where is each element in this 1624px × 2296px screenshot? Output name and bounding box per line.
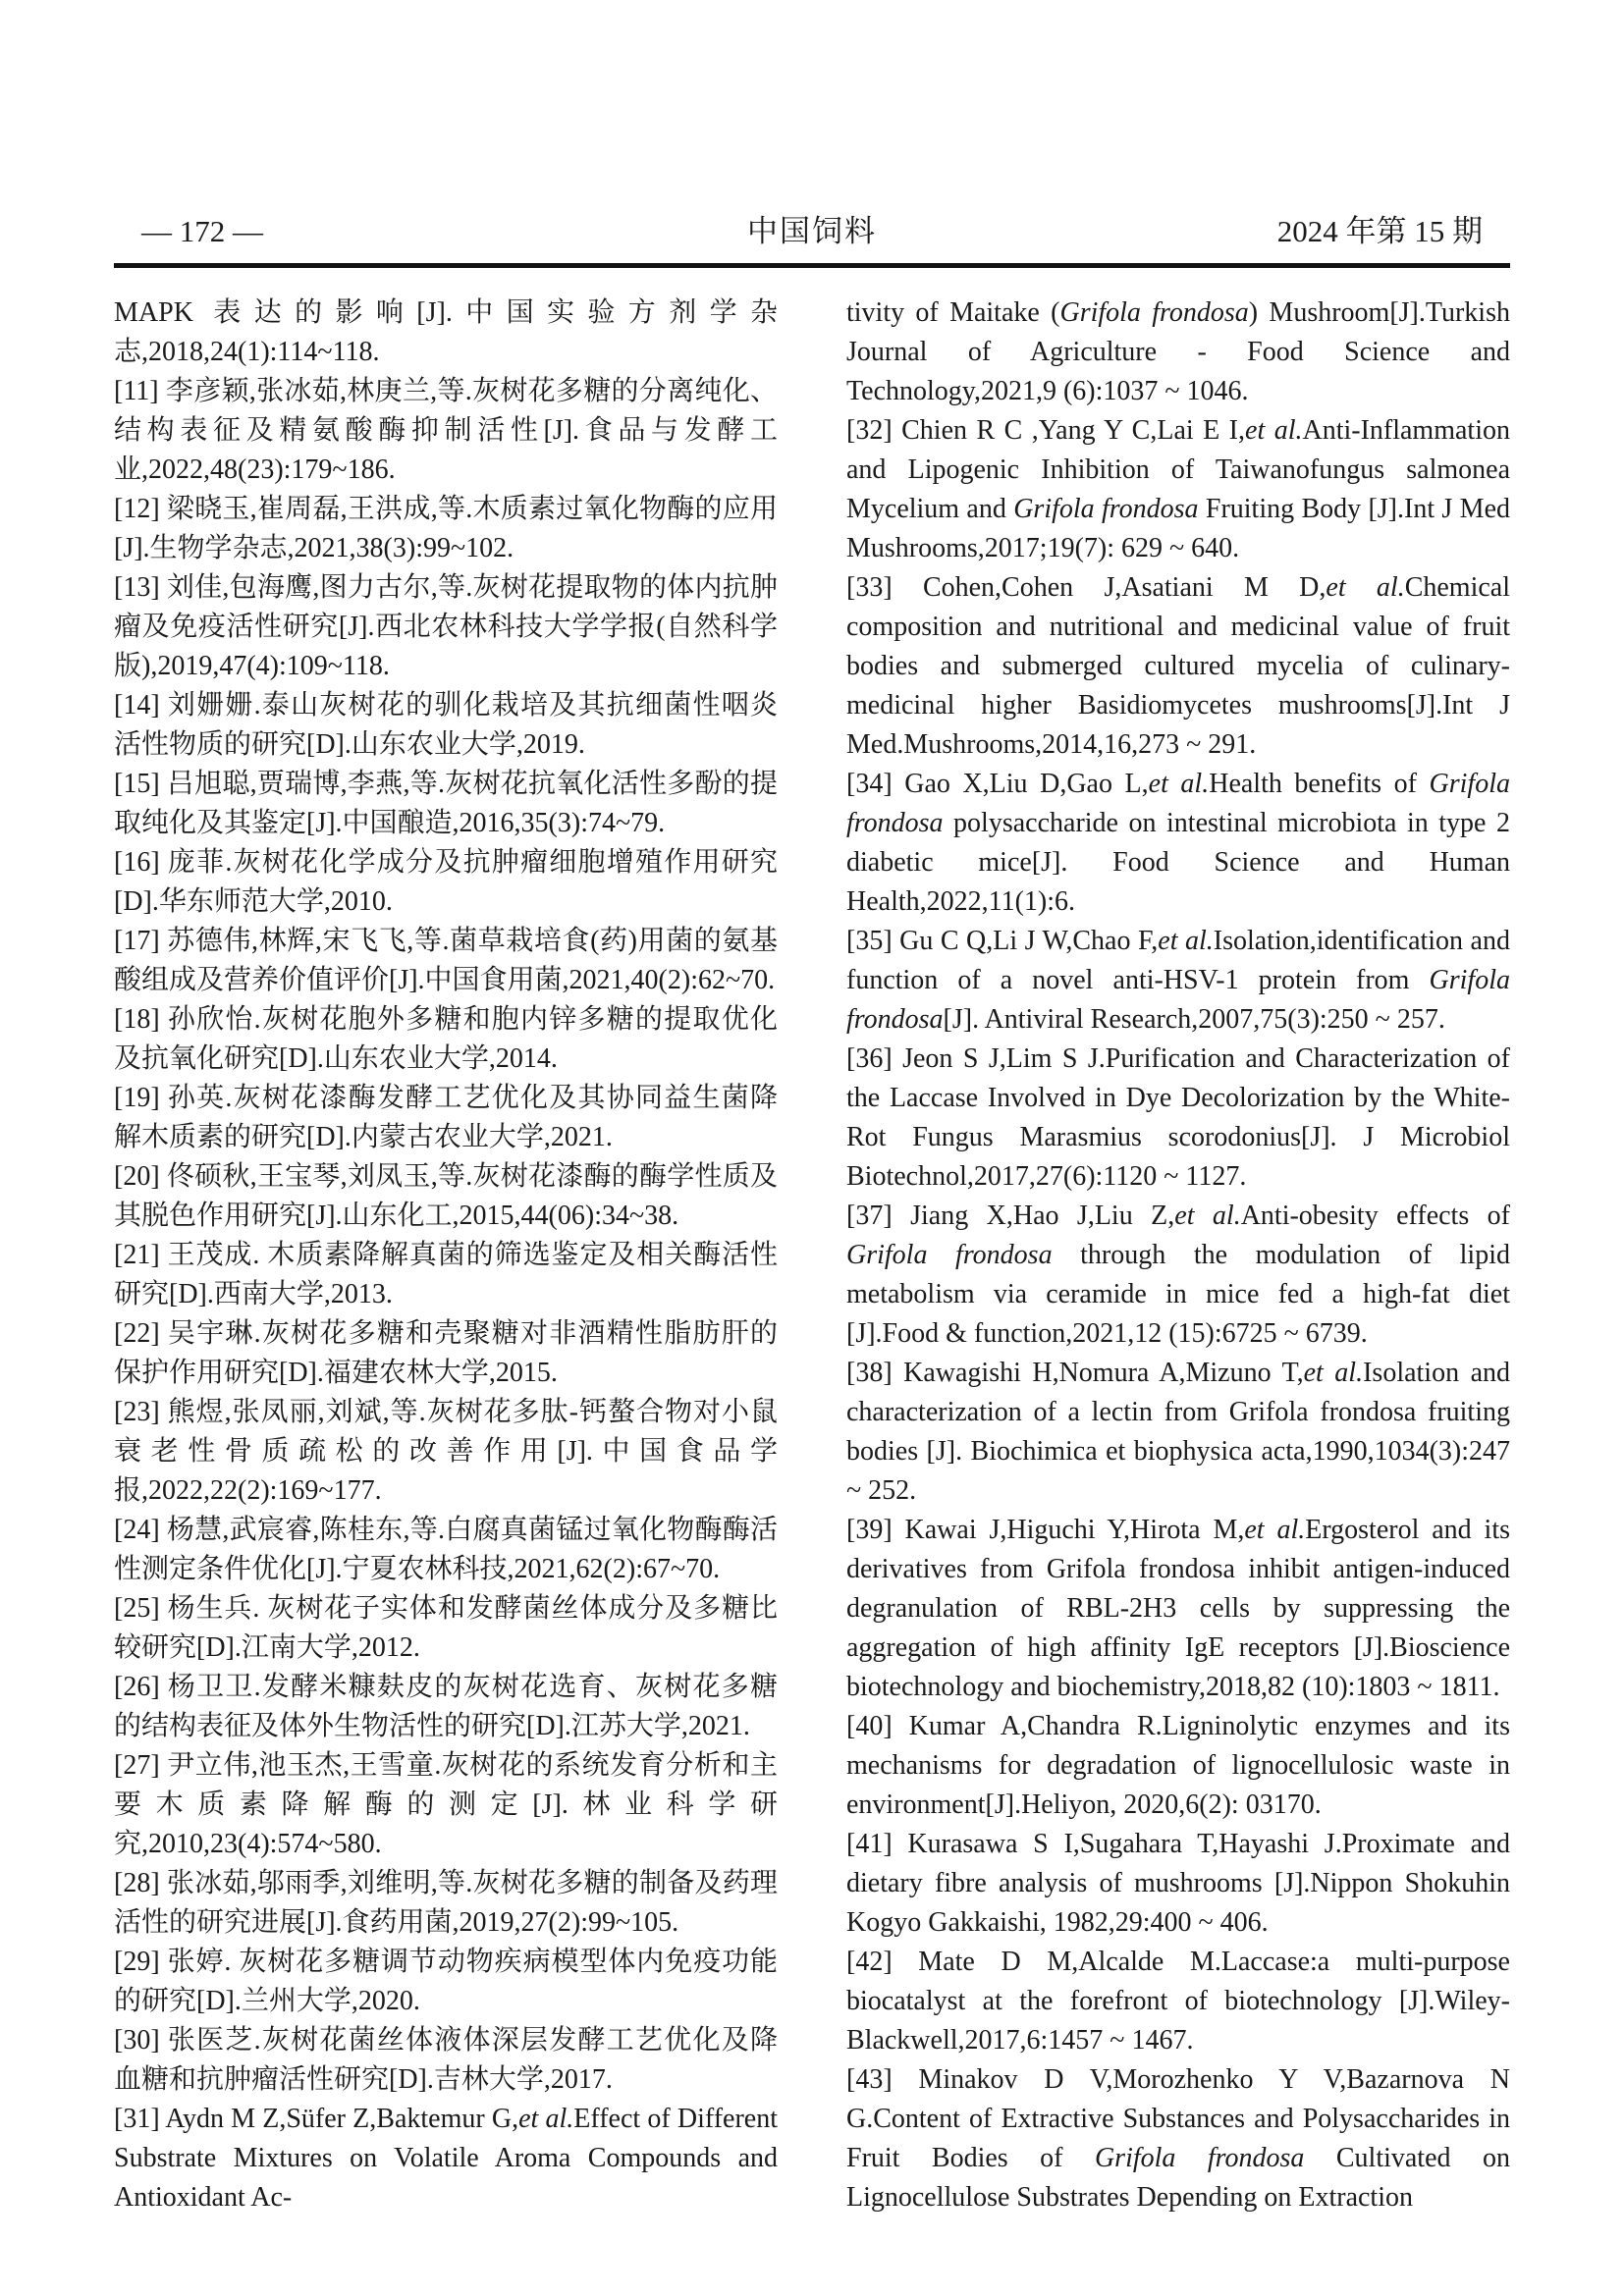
reference-column-left: [114, 294, 778, 2217]
reference-entry: [114, 2021, 778, 2100]
reference-text-segment: through the modulation of lipid metabolism via ceramide in mice fed a high-fat diet [J].Food & function,2021,12 (15):6725 ~ 6739.: [846, 1240, 1510, 1349]
reference-entry: [114, 1589, 778, 1668]
reference-text-segment: Grifola frondosa: [1059, 297, 1249, 328]
reference-entry: [846, 1354, 1510, 1511]
reference-text-segment: et al.: [1148, 769, 1210, 799]
reference-text-segment: [22] 吴宇琳.灰树花多糖和壳聚糖对非酒精性脂肪肝的保护作用研究[D].福建农林大学,2015.: [114, 1318, 778, 1388]
reference-entry: [114, 1668, 778, 1746]
reference-text-segment: Anti-Inflammation and Lipogenic Inhibition of Taiwanofungus salmonea Mycelium and: [846, 415, 1510, 524]
reference-entry: [846, 1943, 1510, 2060]
reference-text-segment: Grifola frondosa: [846, 769, 1510, 838]
reference-entry: [846, 294, 1510, 411]
reference-text-segment: [34] Gao X,Liu D,Gao L,: [846, 769, 1149, 799]
reference-text-segment: Grifola frondosa: [1094, 2143, 1305, 2173]
reference-entry: [114, 686, 778, 765]
reference-text-segment: Health benefits of: [1209, 769, 1430, 799]
reference-text-segment: [11] 李彦颖,张冰茹,林庚兰,等.灰树花多糖的分离纯化、结构表征及精氨酸酶抑制活性[J].食品与发酵工业,2022,48(23):179~186.: [114, 376, 778, 485]
reference-text-segment: Grifola frondosa: [1013, 494, 1199, 524]
reference-text-segment: [20] 佟硕秋,王宝琴,刘凤玉,等.灰树花漆酶的酶学性质及其脱色作用研究[J].山东化工,2015,44(06):34~38.: [114, 1161, 778, 1231]
reference-text-segment: [41] Kurasawa S I,Sugahara T,Hayashi J.Proximate and dietary fibre analysis of mushrooms [J].Nippon Shokuhin Kogyo Gakkaishi, 1982,29:400 ~ 406.: [846, 1829, 1510, 1938]
reference-entry: [114, 765, 778, 843]
reference-text-segment: [19] 孙英.灰树花漆酶发酵工艺优化及其协同益生菌降解木质素的研究[D].内蒙古农业大学,2021.: [114, 1083, 778, 1152]
reference-entry: [846, 1707, 1510, 1825]
reference-text-segment: [32] Chien R C ,Yang Y C,Lai E I,: [846, 415, 1246, 446]
reference-text-segment: [14] 刘姗姗.泰山灰树花的驯化栽培及其抗细菌性咽炎活性物质的研究[D].山东农业大学,2019.: [114, 690, 778, 760]
reference-text-segment: [42] Mate D M,Alcalde M.Laccase:a multi-purpose biocatalyst at the forefront of biotechnology [J].Wiley-Blackwell,2017,6:1457 ~ 1467.: [846, 1947, 1510, 2056]
reference-text-segment: et al.: [1326, 572, 1405, 603]
reference-entry: [846, 1040, 1510, 1197]
reference-text-segment: polysaccharide on intestinal microbiota in type 2 diabetic mice[J]. Food Science and Human Health,2022,11(1):6.: [846, 808, 1510, 917]
reference-text-segment: Chemical composition and nutritional and medicinal value of fruit bodies and submerged cultured mycelia of culinary-medicinal higher Basidiomycetes mushrooms[J].Int J Med.Mushrooms,2014,16,273 ~ 291.: [846, 572, 1510, 760]
reference-entry: [114, 1943, 778, 2021]
reference-text-segment: et al.: [518, 2104, 574, 2134]
reference-text-segment: Grifola frondosa: [846, 965, 1510, 1035]
reference-text-segment: [18] 孙欣怡.灰树花胞外多糖和胞内锌多糖的提取优化及抗氧化研究[D].山东农业大学,2014.: [114, 1004, 778, 1074]
reference-text-segment: Isolation,identification and function of a novel anti-HSV-1 protein from: [846, 926, 1510, 995]
reference-entry: [846, 568, 1510, 765]
header-rule: [114, 263, 1510, 268]
reference-entry: [846, 1825, 1510, 1943]
reference-entry: [846, 1197, 1510, 1354]
reference-text-segment: et al.: [1245, 415, 1303, 446]
reference-column-right: [846, 294, 1510, 2217]
reference-entry: [114, 1314, 778, 1393]
reference-entry: [114, 922, 778, 1000]
reference-text-segment: MAPK 表达的影响[J].中国实验方剂学杂志,2018,24(1):114~118.: [114, 297, 778, 367]
reference-entry: [114, 1511, 778, 1589]
reference-text-segment: [23] 熊煜,张凤丽,刘斌,等.灰树花多肽-钙螯合物对小鼠衰老性骨质疏松的改善作用[J].中国食品学报,2022,22(2):169~177.: [114, 1397, 778, 1506]
reference-text-segment: [37] Jiang X,Hao J,Liu Z,: [846, 1201, 1175, 1231]
reference-entry: [846, 765, 1510, 922]
reference-text-segment: [24] 杨慧,武宸睿,陈桂东,等.白腐真菌锰过氧化物酶酶活性测定条件优化[J].宁夏农林科技,2021,62(2):67~70.: [114, 1515, 778, 1584]
reference-entry: [114, 1236, 778, 1314]
reference-text-segment: [31] Aydn M Z,Süfer Z,Baktemur G,: [114, 2104, 519, 2134]
reference-text-segment: Isolation and characterization of a lectin from Grifola frondosa fruiting bodies [J]. Biochimica et biophysica acta,1990,1034(3):247 ~ 252.: [846, 1358, 1510, 1506]
reference-entry: [114, 1000, 778, 1079]
reference-text-segment: et al.: [1303, 1358, 1364, 1388]
issue-label: 2024 年第 15 期: [1276, 214, 1483, 248]
reference-text-segment: Cultivated on Lignocellulose Substrates Depending on Extraction: [846, 2143, 1510, 2213]
reference-text-segment: [38] Kawagishi H,Nomura A,Mizuno T,: [846, 1358, 1304, 1388]
reference-text-segment: et al.: [1244, 1515, 1306, 1545]
reference-entry: [114, 843, 778, 922]
reference-text-segment: [16] 庞菲.灰树花化学成分及抗肿瘤细胞增殖作用研究[D].华东师范大学,2010.: [114, 847, 778, 917]
reference-entry: [114, 490, 778, 568]
reference-entry: [846, 411, 1510, 568]
reference-entry: [114, 1157, 778, 1236]
reference-entry: [114, 1079, 778, 1157]
reference-text-segment: [36] Jeon S J,Lim S J.Purification and Characterization of the Laccase Involved in Dye Decolorization by the White-Rot Fungus Marasmius scorodonius[J]. J Microbiol Biotechnol,2017,27(6):1120 ~ 1127.: [846, 1043, 1510, 1192]
reference-text-segment: [17] 苏德伟,林辉,宋飞飞,等.菌草栽培食(药)用菌的氨基酸组成及营养价值评价[J].中国食用菌,2021,40(2):62~70.: [114, 926, 778, 995]
reference-text-segment: [28] 张冰茹,邬雨季,刘维明,等.灰树花多糖的制备及药理活性的研究进展[J].食药用菌,2019,27(2):99~105.: [114, 1868, 778, 1938]
reference-text-segment: et al.: [1158, 926, 1214, 956]
reference-text-segment: [12] 梁晓玉,崔周磊,王洪成,等.木质素过氧化物酶的应用[J].生物学杂志,2021,38(3):99~102.: [114, 494, 778, 563]
reference-entry: [846, 2060, 1510, 2217]
reference-text-segment: [26] 杨卫卫.发酵米糠麸皮的灰树花选育、灰树花多糖的结构表征及体外生物活性的研究[D].江苏大学,2021.: [114, 1672, 778, 1741]
reference-entry: [114, 294, 778, 372]
reference-entry: [114, 568, 778, 686]
page-number: — 172 —: [141, 214, 263, 248]
reference-text-segment: [40] Kumar A,Chandra R.Ligninolytic enzymes and its mechanisms for degradation of lignocellulosic waste in environment[J].Heliyon, 2020,6(2): 03170.: [846, 1711, 1510, 1820]
reference-entry: [114, 1864, 778, 1943]
reference-text-segment: [29] 张婷. 灰树花多糖调节动物疾病模型体内免疫功能的研究[D].兰州大学,2020.: [114, 1947, 778, 2016]
reference-text-segment: Grifola frondosa: [846, 1240, 1053, 1270]
journal-title: 中国饲料: [747, 214, 877, 248]
reference-text-segment: [35] Gu C Q,Li J W,Chao F,: [846, 926, 1159, 956]
reference-list: [114, 294, 1510, 2217]
reference-text-segment: tivity of Maitake (: [846, 297, 1060, 328]
reference-text-segment: [J]. Antiviral Research,2007,75(3):250 ~ 257.: [943, 1004, 1445, 1035]
reference-text-segment: Fruiting Body [J].Int J Med Mushrooms,2017;19(7): 629 ~ 640.: [846, 494, 1510, 563]
reference-entry: [114, 1746, 778, 1864]
reference-entry: [846, 922, 1510, 1040]
reference-entry: [114, 2100, 778, 2217]
page-header: [114, 214, 1510, 249]
reference-text-segment: Anti-obesity effects of: [1240, 1201, 1510, 1231]
reference-text-segment: ) Mushroom[J].Turkish Journal of Agriculture - Food Science and Technology,2021,9 (6):1037 ~ 1046.: [846, 297, 1510, 406]
reference-text-segment: [30] 张医芝.灰树花菌丝体液体深层发酵工艺优化及降血糖和抗肿瘤活性研究[D].吉林大学,2017.: [114, 2025, 778, 2095]
reference-entry: [114, 372, 778, 490]
reference-entry: [114, 1393, 778, 1511]
reference-text-segment: [13] 刘佳,包海鹰,图力古尔,等.灰树花提取物的体内抗肿瘤及免疫活性研究[J].西北农林科技大学学报(自然科学版),2019,47(4):109~118.: [114, 572, 778, 681]
reference-text-segment: et al.: [1174, 1201, 1241, 1231]
reference-text-segment: Effect of Different Substrate Mixtures on Volatile Aroma Compounds and Antioxidant Ac-: [114, 2104, 778, 2213]
reference-text-segment: [25] 杨生兵. 灰树花子实体和发酵菌丝体成分及多糖比较研究[D].江南大学,2012.: [114, 1593, 778, 1663]
reference-text-segment: [33] Cohen,Cohen J,Asatiani M D,: [846, 572, 1326, 603]
reference-text-segment: [21] 王茂成. 木质素降解真菌的筛选鉴定及相关酶活性研究[D].西南大学,2013.: [114, 1240, 778, 1309]
reference-text-segment: [39] Kawai J,Higuchi Y,Hirota M,: [846, 1515, 1245, 1545]
reference-text-segment: [43] Minakov D V,Morozhenko Y V,Bazarnova N G.Content of Extractive Substances and Polysaccharides in Fruit Bodies of: [846, 2064, 1510, 2173]
reference-text-segment: Ergosterol and its derivatives from Grifola frondosa inhibit antigen-induced degranulation of RBL-2H3 cells by suppressing the aggregation of high affinity IgE receptors [J].Bioscience biotechnology and biochemistry,2018,82 (10):1803 ~ 1811.: [846, 1515, 1511, 1702]
reference-text-segment: [27] 尹立伟,池玉杰,王雪童.灰树花的系统发育分析和主要木质素降解酶的测定[J].林业科学研究,2010,23(4):574~580.: [114, 1750, 778, 1859]
reference-entry: [846, 1511, 1510, 1707]
reference-text-segment: [15] 吕旭聪,贾瑞博,李燕,等.灰树花抗氧化活性多酚的提取纯化及其鉴定[J].中国酿造,2016,35(3):74~79.: [114, 769, 778, 838]
